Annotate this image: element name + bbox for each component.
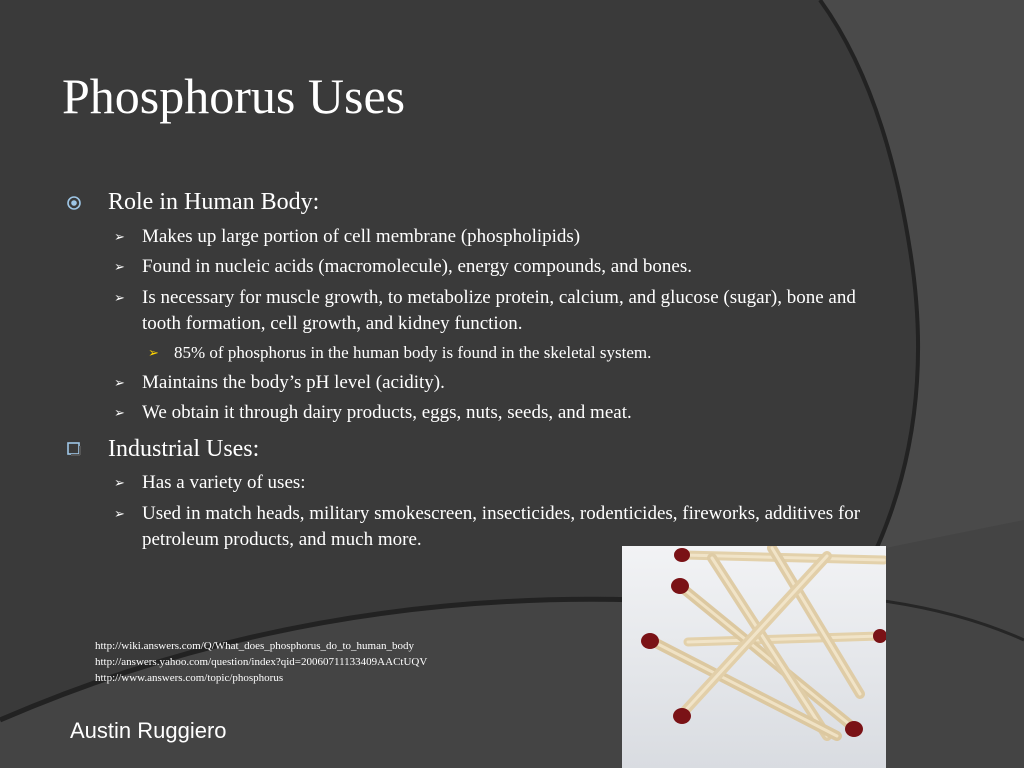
- list-item: Makes up large portion of cell membrane (phospholipids): [142, 226, 581, 247]
- references: [95, 638, 427, 686]
- arrow-bullet-icon: ➢: [114, 259, 125, 274]
- reference-link[interactable]: http://wiki.answers.com/Q/What_does_phosphorus_do_to_human_body: [95, 640, 414, 652]
- arrow-bullet-icon: ➢: [114, 229, 125, 244]
- arrow-bullet-icon: ➢: [114, 290, 125, 305]
- reference-link[interactable]: http://www.answers.com/topic/phosphorus: [95, 672, 284, 684]
- square-bullet-icon: [67, 442, 81, 456]
- author-name: Austin Ruggiero: [70, 718, 227, 743]
- list-item: Is necessary for muscle growth, to metabolize protein, calcium, and glucose (sugar), bone and tooth formation, cell growth, and kidney function.: [142, 287, 856, 334]
- arrow-bullet-icon: ➢: [114, 375, 125, 390]
- section-heading-industrial: Industrial Uses:: [108, 436, 260, 462]
- list-item: Used in match heads, military smokescreen, insecticides, rodenticides, fireworks, additives for petroleum products, and much more.: [142, 503, 861, 550]
- arrow-bullet-icon: ➢: [114, 506, 125, 521]
- sub-list-item: 85% of phosphorus in the human body is found in the skeletal system.: [174, 343, 652, 362]
- arrow-bullet-icon: ➢: [148, 345, 159, 360]
- circle-dot-bullet-icon: [66, 195, 82, 211]
- arrow-bullet-icon: ➢: [114, 475, 125, 490]
- arrow-bullet-icon: ➢: [114, 405, 125, 420]
- list-item: Has a variety of uses:: [142, 472, 306, 493]
- list-item: Maintains the body’s pH level (acidity).: [142, 372, 445, 393]
- reference-link[interactable]: http://answers.yahoo.com/question/index?qid=20060711133409AACtUQV: [95, 656, 428, 668]
- list-item: Found in nucleic acids (macromolecule), energy compounds, and bones.: [142, 256, 692, 277]
- section-heading-human-body: Role in Human Body:: [108, 189, 320, 215]
- matches-photo: [622, 546, 886, 768]
- slide-title: Phosphorus Uses: [62, 68, 406, 124]
- list-item: We obtain it through dairy products, eggs, nuts, seeds, and meat.: [142, 402, 632, 423]
